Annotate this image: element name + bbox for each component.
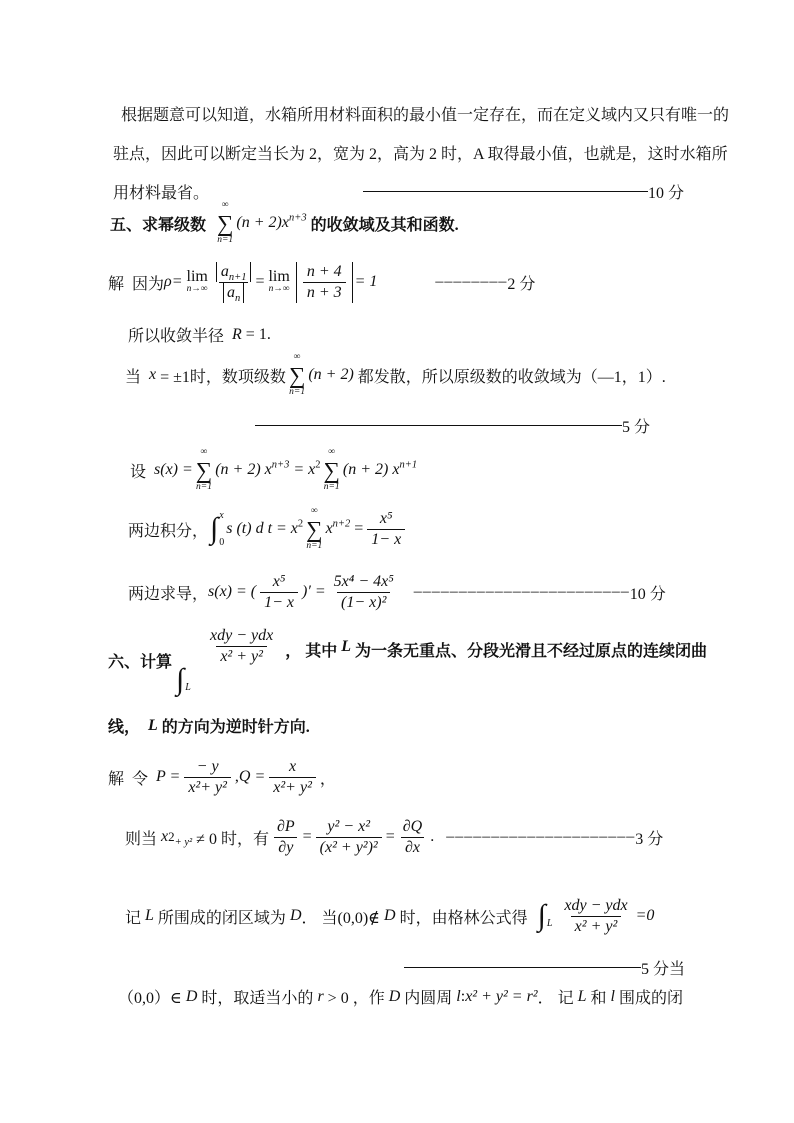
summation-symbol bbox=[289, 353, 305, 397]
sum-upper-limit: ∞ bbox=[221, 200, 229, 210]
integrand bbox=[226, 520, 303, 538]
score-label: 5 分 bbox=[622, 418, 651, 436]
lim-subscript: n→∞ bbox=[268, 284, 290, 295]
score-label: 2 分 bbox=[507, 275, 536, 293]
score-label: 10 分 bbox=[629, 585, 666, 603]
subscript: n bbox=[235, 292, 241, 304]
sum-lower-limit: n=1 bbox=[196, 481, 212, 492]
score-rule bbox=[363, 191, 648, 192]
punctuation: , bbox=[234, 768, 239, 785]
body-text: 两边求导， bbox=[128, 585, 209, 603]
math-var: D bbox=[388, 987, 401, 1005]
sum-upper-limit: ∞ bbox=[328, 447, 336, 457]
math-term: (n + 2) x bbox=[342, 461, 400, 478]
numerator: − y bbox=[196, 757, 219, 775]
body-text: 设 bbox=[130, 463, 147, 481]
sum-upper-limit: ∞ bbox=[310, 506, 318, 516]
section-text: 其中 bbox=[305, 643, 338, 660]
absolute-value bbox=[296, 262, 353, 303]
equals-sign: = bbox=[255, 273, 265, 290]
derive-line bbox=[128, 567, 666, 617]
math-expression: x² + y² = r² bbox=[465, 987, 538, 1005]
fraction-green bbox=[560, 896, 631, 937]
score-line-5 bbox=[108, 416, 650, 434]
series-term bbox=[236, 214, 306, 232]
last-line bbox=[118, 985, 683, 1008]
math-var: l bbox=[610, 987, 615, 1005]
radius-line bbox=[128, 323, 271, 346]
fraction-dPdy bbox=[273, 817, 299, 858]
numerator: xdy − ydx bbox=[210, 626, 274, 644]
limit-operator bbox=[187, 269, 208, 296]
summation-symbol bbox=[324, 448, 340, 492]
define-sx-line bbox=[130, 445, 417, 495]
dash-leader: –––––––––––––––––––––––– bbox=[413, 583, 630, 600]
denominator: ∂x bbox=[401, 837, 424, 858]
body-text: 因为 bbox=[132, 275, 165, 293]
partial-derivative-line bbox=[125, 809, 663, 865]
denominator: x²+ y² bbox=[269, 777, 316, 798]
integrate-line bbox=[128, 501, 409, 557]
score-label: 5 分当 bbox=[641, 960, 686, 978]
punctuation: ， bbox=[285, 643, 302, 660]
fraction-P bbox=[184, 757, 231, 798]
sum-upper-limit: ∞ bbox=[293, 352, 301, 362]
dash-leader: ––––––––––––––––––––– bbox=[446, 828, 636, 845]
jie-label: 解 bbox=[108, 770, 125, 788]
digit: 2 bbox=[168, 829, 175, 844]
sum-glyph: ∑ bbox=[195, 457, 213, 483]
x2y2-term bbox=[161, 828, 193, 849]
math-lhs: Q = bbox=[238, 768, 266, 785]
exponent: n+3 bbox=[288, 212, 307, 224]
numerator: x⁵ bbox=[379, 509, 393, 527]
body-text: （0,0）∈ bbox=[118, 990, 182, 1007]
numerator: ∂P bbox=[276, 817, 295, 835]
subscript: n+1 bbox=[228, 271, 247, 283]
section-text: 线， bbox=[108, 719, 141, 736]
fraction-x5 bbox=[367, 509, 405, 550]
integral-glyph: ∫ bbox=[537, 899, 546, 932]
numerator: n + 4 bbox=[306, 262, 342, 280]
body-text: = 1. bbox=[245, 325, 271, 343]
math-var: r bbox=[317, 987, 324, 1005]
subscript: + y² bbox=[174, 837, 193, 849]
math-lhs: s(x) = ( bbox=[208, 583, 257, 600]
denominator: x² + y² bbox=[571, 916, 622, 937]
sum-glyph: ∑ bbox=[306, 516, 323, 542]
body-text: ≠ 0 时，有 bbox=[196, 830, 269, 848]
body-text: 驻点，因此可以断定当长为 2，宽为 2，高为 2 时，A 取得最小值，也就是，这时水箱所 bbox=[113, 146, 728, 163]
math-term: x bbox=[325, 520, 333, 537]
numerator: x⁵ bbox=[272, 572, 286, 590]
section-label: 五、求幂级数 bbox=[110, 216, 207, 234]
numerator bbox=[216, 262, 252, 282]
math-lhs: P = bbox=[156, 768, 181, 785]
numerator: ∂Q bbox=[402, 817, 423, 835]
math-lhs: s(x) = bbox=[154, 461, 193, 478]
equals-sign: = bbox=[385, 828, 395, 845]
math-var: D bbox=[185, 987, 198, 1005]
series-term bbox=[215, 461, 289, 479]
define-pq-line bbox=[108, 751, 336, 803]
integral-glyph: ∫ bbox=[176, 662, 185, 696]
lim-subscript: n→∞ bbox=[186, 284, 208, 295]
math-var: L bbox=[577, 987, 587, 1005]
lim-glyph: lim bbox=[186, 267, 208, 285]
denominator: x²+ y² bbox=[184, 777, 231, 798]
integral-fraction-block bbox=[176, 626, 281, 695]
equals-sign: = bbox=[302, 828, 312, 845]
math-var: L bbox=[145, 907, 154, 924]
prev-solution-line-1 bbox=[121, 102, 729, 125]
score-label: 10 分 bbox=[647, 184, 684, 202]
score-line-5b bbox=[108, 958, 685, 976]
sum-glyph: ∑ bbox=[323, 457, 340, 483]
fraction-dQdx bbox=[399, 817, 426, 858]
body-text: 记 bbox=[125, 909, 142, 927]
score-rule bbox=[255, 425, 622, 426]
integral-subscript: L bbox=[546, 918, 553, 929]
body-text: 当 bbox=[125, 368, 142, 386]
body-text: 用材料最省。 bbox=[113, 184, 210, 202]
math-var: L bbox=[341, 638, 352, 655]
math-var: a bbox=[220, 262, 229, 280]
math-var: x bbox=[149, 366, 157, 383]
lim-glyph: lim bbox=[268, 267, 290, 285]
denominator: (x² + y²)² bbox=[316, 837, 382, 858]
exponent: n+2 bbox=[332, 518, 351, 530]
math-term: s (t) d t = x bbox=[226, 520, 298, 537]
denominator: 1− x bbox=[260, 592, 298, 613]
equals-sign: = bbox=[354, 520, 364, 537]
sum-lower-limit: n=1 bbox=[217, 234, 234, 245]
exponent: n+1 bbox=[399, 459, 418, 471]
body-text: 两边积分， bbox=[128, 522, 209, 540]
summation-symbol bbox=[306, 507, 322, 551]
numerator: 5x⁴ − 4x⁵ bbox=[333, 572, 394, 590]
sum-lower-limit: n=1 bbox=[289, 386, 306, 397]
equals-zero: =0 bbox=[635, 907, 655, 924]
exponent: n+3 bbox=[271, 459, 290, 471]
fraction-an bbox=[216, 262, 252, 303]
body-text: 则当 bbox=[125, 830, 158, 848]
fraction-n bbox=[303, 262, 346, 303]
denominator: n + 3 bbox=[303, 282, 346, 303]
summation-symbol bbox=[217, 201, 233, 245]
body-text: 所围成的闭区域为 bbox=[157, 909, 286, 927]
integral-0-x bbox=[210, 510, 224, 548]
body-text: 时，由格林公式得 bbox=[399, 909, 528, 927]
rho-equals: ρ= bbox=[164, 273, 183, 290]
punctuation: : bbox=[460, 987, 466, 1005]
math-var: L bbox=[148, 716, 158, 734]
math-var: D bbox=[384, 907, 396, 924]
math-var: a bbox=[227, 283, 236, 301]
sum-glyph: ∑ bbox=[288, 362, 306, 388]
sum-upper-limit: ∞ bbox=[200, 447, 208, 457]
body-text: 根据题意可以知道，水箱所用材料面积的最小值一定存在，而在定义域内又只有唯一的 bbox=[121, 107, 730, 124]
green-formula-line bbox=[125, 887, 654, 945]
fraction-mid bbox=[316, 817, 382, 858]
math-mid: )′ = bbox=[302, 583, 326, 600]
series-term: (n + 2) bbox=[308, 366, 354, 383]
body-text: 和 bbox=[590, 990, 607, 1007]
body-text: 时，取适当小的 bbox=[201, 990, 314, 1007]
exponent: 2 bbox=[297, 518, 304, 530]
math-term: = x bbox=[293, 461, 316, 478]
prev-solution-line-3 bbox=[113, 180, 684, 202]
denominator: ∂y bbox=[274, 837, 297, 858]
summation-symbol bbox=[196, 448, 212, 492]
section-text: 的方向为逆时针方向. bbox=[161, 719, 310, 736]
integral-limits bbox=[219, 510, 224, 548]
math-term: (n + 2) x bbox=[215, 461, 272, 478]
section-5-heading bbox=[110, 200, 459, 246]
fraction-Q bbox=[269, 757, 316, 798]
section-label: 六、计算 bbox=[108, 653, 173, 671]
prev-solution-line-2 bbox=[113, 141, 728, 164]
math-term: (n + 2)x bbox=[236, 214, 289, 231]
body-text: 都发散，所以原级数的收敛域为（—1，1）. bbox=[357, 368, 666, 386]
body-text: 令 bbox=[132, 770, 149, 788]
denominator: (1− x)² bbox=[337, 592, 390, 613]
dash-leader: –––––––– bbox=[435, 273, 508, 290]
score-rule bbox=[404, 967, 641, 968]
upper-limit: x bbox=[219, 510, 224, 521]
math-var: x bbox=[161, 828, 169, 845]
sum-lower-limit: n=1 bbox=[323, 481, 340, 492]
numerator: xdy − ydx bbox=[564, 896, 628, 914]
section-6-heading-line2 bbox=[108, 714, 310, 737]
series-term bbox=[343, 461, 417, 479]
body-text: > 0 ，作 bbox=[327, 990, 385, 1007]
math-var: R bbox=[232, 325, 242, 343]
fraction-result bbox=[330, 572, 398, 613]
sum-lower-limit: n=1 bbox=[306, 540, 323, 551]
numerator: y² − x² bbox=[327, 817, 370, 835]
fraction-green bbox=[206, 626, 277, 667]
denominator: x² + y² bbox=[216, 646, 267, 667]
math-mid bbox=[293, 461, 320, 479]
solution-rho-line bbox=[108, 257, 535, 307]
body-text: 围成的闭 bbox=[619, 990, 684, 1007]
jie-label: 解 bbox=[108, 275, 125, 293]
body-text: ． 当(0,0)∉ bbox=[301, 909, 381, 927]
section-text: 的收敛域及其和函数. bbox=[310, 216, 459, 234]
result: = 1 bbox=[354, 273, 378, 290]
limit-operator bbox=[268, 269, 289, 296]
fraction-x5 bbox=[260, 572, 298, 613]
numerator: x bbox=[289, 757, 297, 775]
punctuation: . bbox=[430, 828, 435, 845]
body-text: 内圆周 bbox=[404, 990, 453, 1007]
score-label: 3 分 bbox=[635, 830, 664, 848]
punctuation: ， bbox=[319, 770, 336, 788]
body-text: ． 记 bbox=[537, 990, 574, 1007]
exponent: 2 bbox=[315, 459, 321, 471]
body-text: = ±1时，数项级数 bbox=[160, 368, 286, 386]
denominator: 1− x bbox=[367, 529, 405, 550]
math-var: D bbox=[289, 907, 302, 924]
integral-L bbox=[176, 662, 193, 696]
series-term bbox=[326, 520, 351, 538]
integral-L bbox=[538, 901, 555, 931]
math-var: l bbox=[456, 987, 461, 1005]
lower-limit: 0 bbox=[219, 537, 225, 548]
denominator bbox=[219, 282, 248, 303]
section-text: 为一条无重点、分段光滑且不经过原点的连续闭曲 bbox=[355, 643, 708, 660]
integral-glyph: ∫ bbox=[210, 512, 219, 545]
heading-tail bbox=[285, 638, 707, 661]
sum-glyph: ∑ bbox=[217, 210, 234, 236]
body-text: 所以收敛半径 bbox=[128, 328, 225, 345]
section-6-heading bbox=[108, 626, 707, 694]
integral-subscript: L bbox=[185, 681, 191, 693]
divergence-line bbox=[125, 352, 666, 398]
